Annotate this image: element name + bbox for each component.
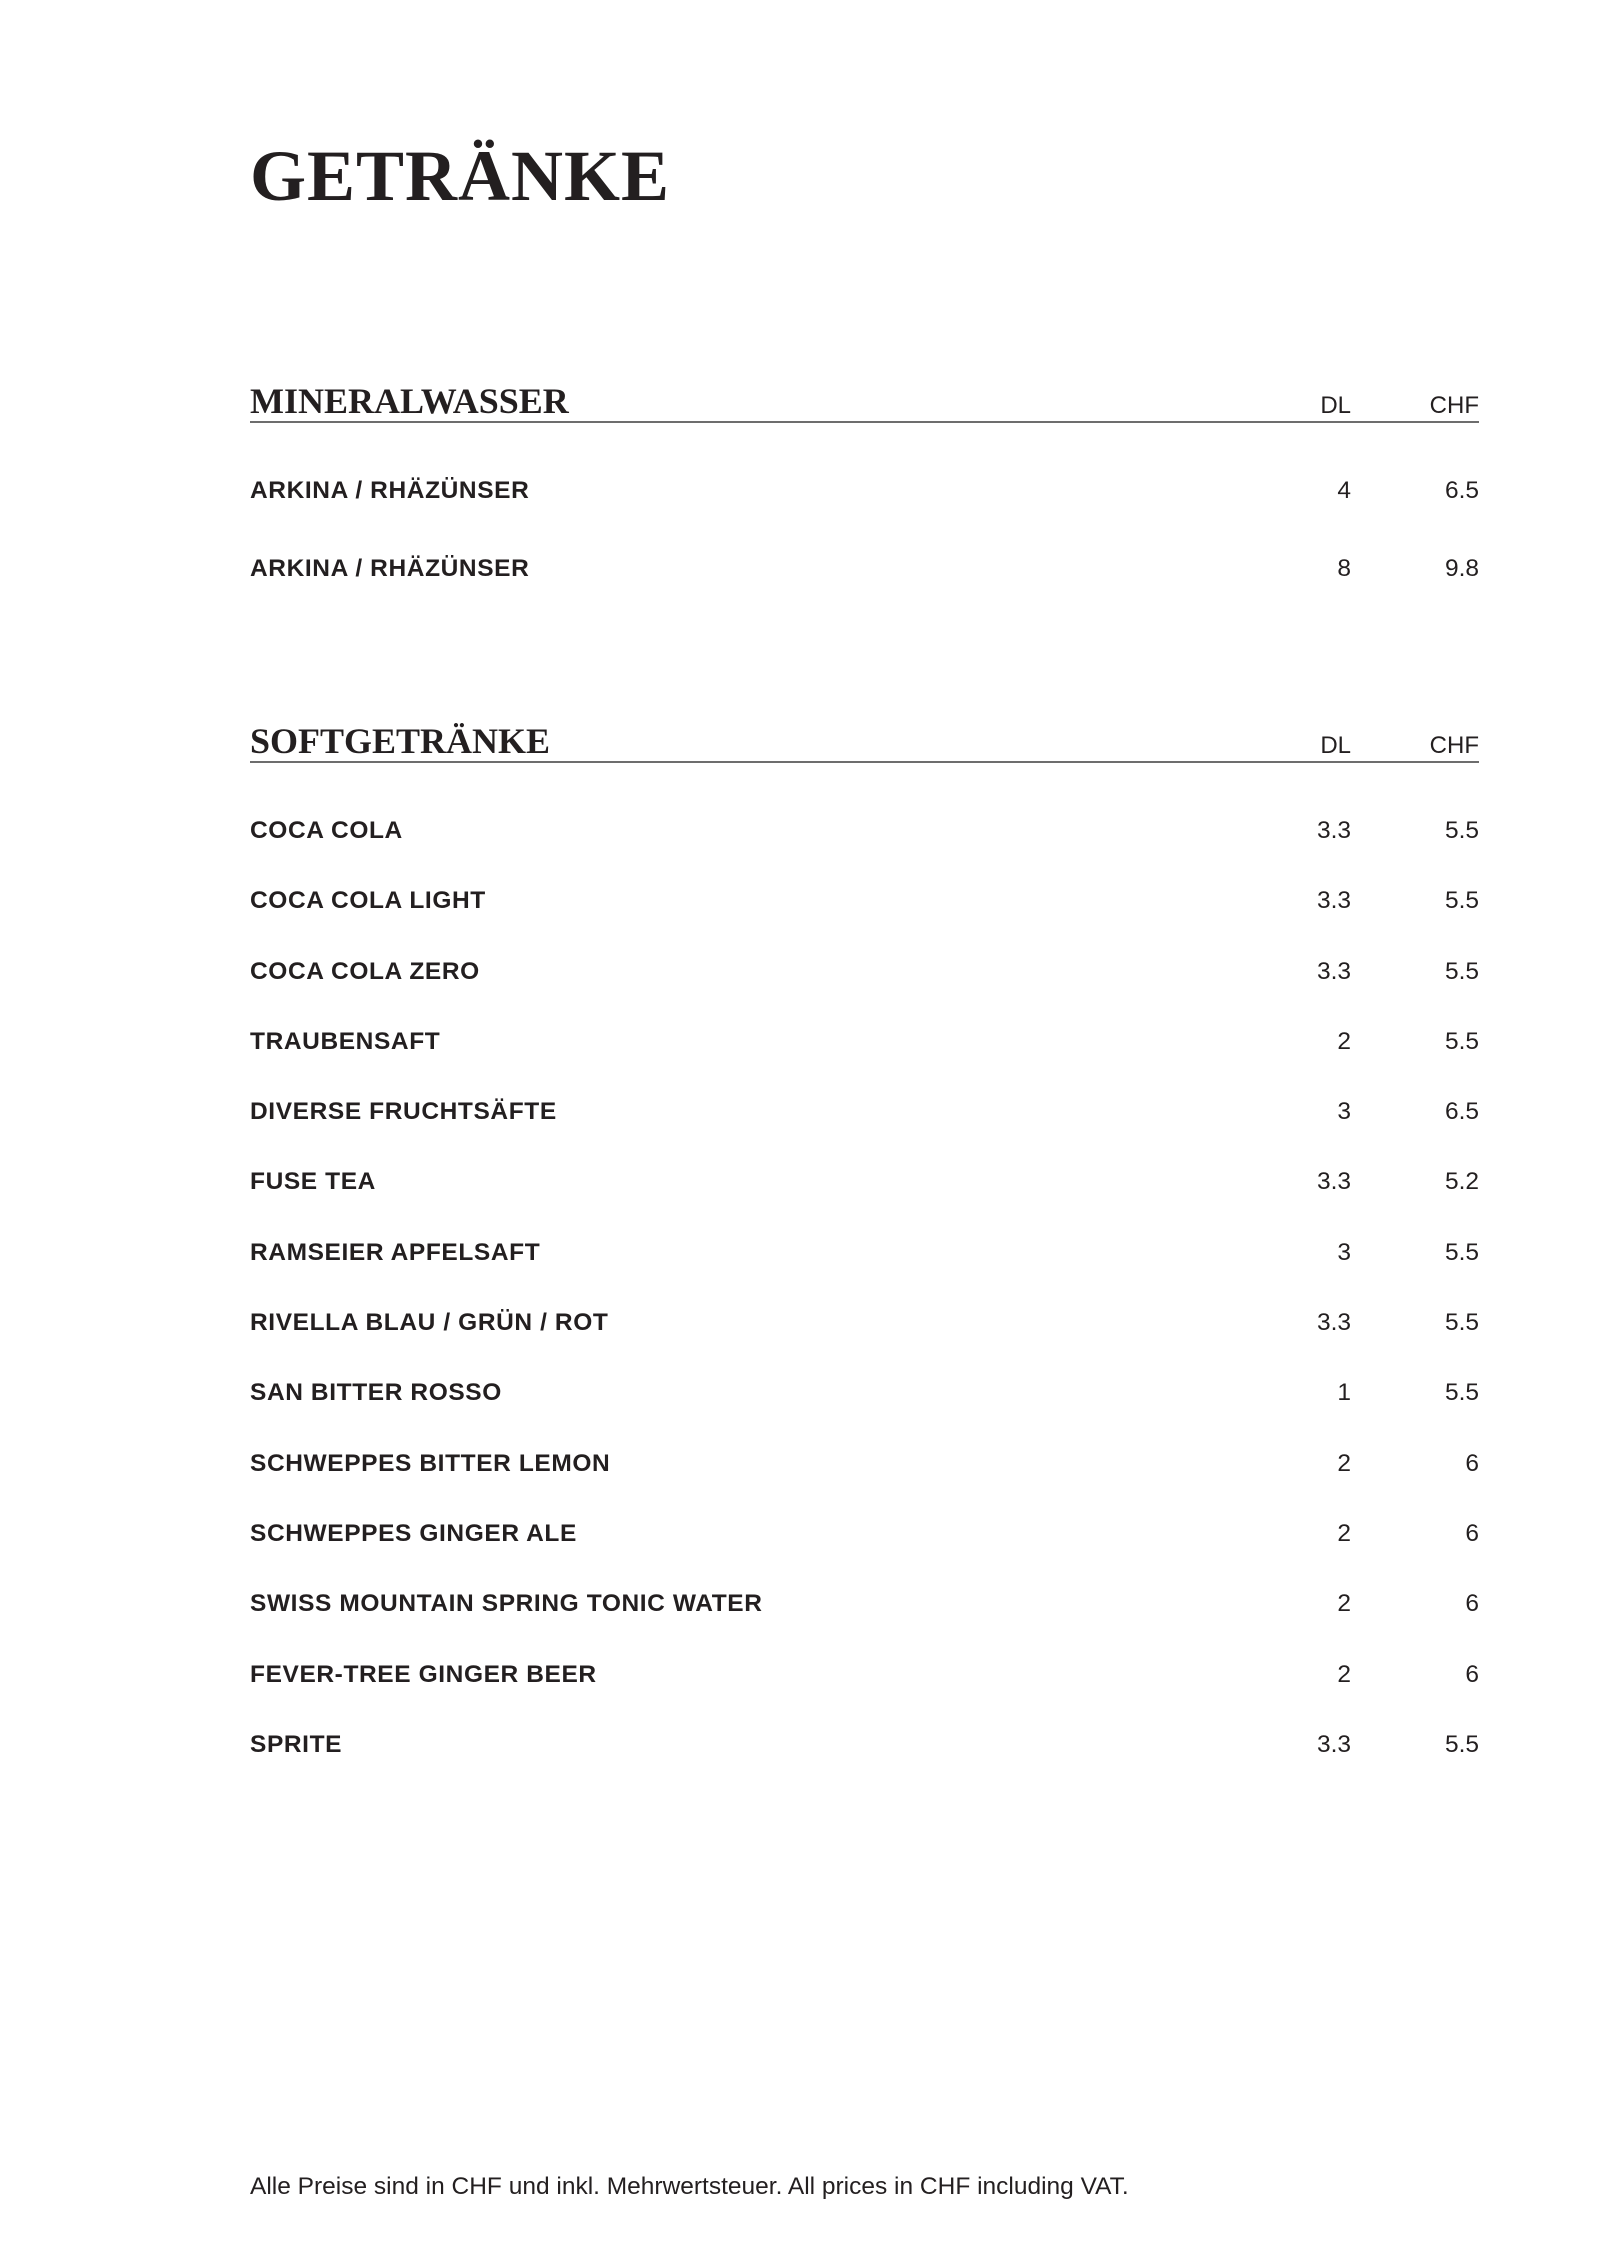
item-volume-dl: 8	[1337, 554, 1351, 582]
item-volume-dl: 3.3	[1316, 887, 1351, 915]
item-price-chf: 5.2	[1444, 1168, 1479, 1196]
item-volume-dl: 4	[1337, 477, 1351, 504]
item-volume-dl: 3.3	[1316, 817, 1351, 844]
menu-item	[250, 889, 1479, 959]
column-header-chf: CHF	[1429, 392, 1479, 419]
item-name: ARKINA / RHÄZÜNSER	[250, 477, 530, 504]
section-mineralwasser	[250, 378, 1479, 634]
menu-item	[250, 1519, 1479, 1592]
item-name: DIVERSE FRUCHTSÄFTE	[250, 1098, 557, 1126]
item-price-chf: 9.8	[1444, 554, 1479, 582]
item-name: TRAUBENSAFT	[250, 1027, 441, 1055]
item-price-chf: 6	[1465, 1660, 1479, 1688]
item-volume-dl: 3.3	[1316, 1309, 1351, 1337]
item-volume-dl: 3.3	[1316, 1730, 1351, 1758]
item-list	[250, 479, 1479, 634]
menu-item	[250, 957, 1479, 1030]
item-volume-dl: 2	[1337, 1027, 1351, 1055]
menu-item	[250, 1449, 1479, 1522]
menu-item	[250, 1238, 1479, 1311]
item-price-chf: 5.5	[1444, 1379, 1479, 1407]
item-name: FEVER-TREE GINGER BEER	[250, 1660, 597, 1688]
item-volume-dl: 3.3	[1316, 957, 1351, 985]
item-price-chf: 6.5	[1444, 1098, 1479, 1126]
menu-item	[250, 1730, 1479, 1803]
item-name: RAMSEIER APFELSAFT	[250, 1238, 541, 1266]
menu-item	[250, 554, 1479, 635]
item-name: SWISS MOUNTAIN SPRING TONIC WATER	[250, 1590, 763, 1618]
item-volume-dl: 3.3	[1316, 1168, 1351, 1196]
menu-item	[250, 819, 1479, 889]
menu-item	[250, 479, 1479, 557]
footer-note: Alle Preise sind in CHF und inkl. Mehrwertsteuer. All prices in CHF including VAT.	[250, 2173, 1129, 2200]
menu-item	[250, 1660, 1479, 1733]
column-header-dl: DL	[1320, 732, 1351, 759]
item-price-chf: 5.5	[1444, 1730, 1479, 1758]
section-title: SOFTGETRÄNKE	[250, 721, 551, 761]
item-volume-dl: 2	[1337, 1449, 1351, 1477]
item-name: SAN BITTER ROSSO	[250, 1379, 502, 1407]
item-name: ARKINA / RHÄZÜNSER	[250, 554, 530, 582]
menu-item	[250, 1027, 1479, 1100]
item-name: SPRITE	[250, 1730, 343, 1758]
item-name: COCA COLA ZERO	[250, 957, 480, 985]
item-price-chf: 6	[1465, 1449, 1479, 1477]
menu-item	[250, 1311, 1479, 1381]
menu-item	[250, 1100, 1479, 1170]
item-price-chf: 5.5	[1444, 817, 1479, 844]
item-price-chf: 5.5	[1444, 1309, 1479, 1337]
item-price-chf: 5.5	[1444, 1238, 1479, 1266]
menu-item	[250, 1170, 1479, 1240]
item-volume-dl: 2	[1337, 1590, 1351, 1618]
item-name: RIVELLA BLAU / GRÜN / ROT	[250, 1309, 609, 1337]
item-price-chf: 5.5	[1444, 1027, 1479, 1055]
item-name: SCHWEPPES BITTER LEMON	[250, 1449, 611, 1477]
item-list	[250, 819, 1479, 1803]
page-title: GETRÄNKE	[250, 136, 671, 216]
item-name: SCHWEPPES GINGER ALE	[250, 1519, 577, 1547]
section-header	[250, 718, 1479, 763]
item-volume-dl: 3	[1337, 1238, 1351, 1266]
item-price-chf: 6	[1465, 1590, 1479, 1618]
section-softgetraenke	[250, 718, 1479, 1803]
section-header	[250, 378, 1479, 423]
item-volume-dl: 1	[1337, 1379, 1351, 1407]
menu-item	[250, 1381, 1479, 1451]
item-price-chf: 5.5	[1444, 957, 1479, 985]
item-price-chf: 6.5	[1444, 477, 1479, 504]
item-price-chf: 5.5	[1444, 887, 1479, 915]
column-header-chf: CHF	[1429, 732, 1479, 759]
item-name: FUSE TEA	[250, 1168, 376, 1196]
column-header-dl: DL	[1320, 392, 1351, 419]
item-volume-dl: 2	[1337, 1519, 1351, 1547]
item-volume-dl: 2	[1337, 1660, 1351, 1688]
item-volume-dl: 3	[1337, 1098, 1351, 1126]
section-title: MINERALWASSER	[250, 381, 569, 421]
item-price-chf: 6	[1465, 1519, 1479, 1547]
menu-item	[250, 1592, 1479, 1662]
item-name: COCA COLA	[250, 817, 403, 844]
item-name: COCA COLA LIGHT	[250, 887, 486, 915]
